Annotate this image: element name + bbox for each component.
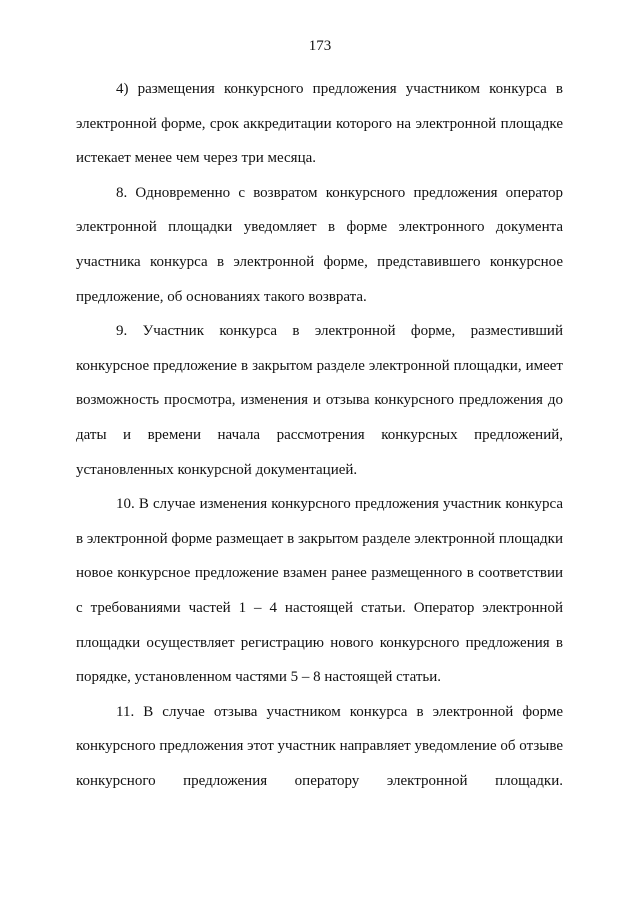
paragraph-clause-10: 10. В случае изменения конкурсного предложения участник конкурса в электронной форме размещает в закрытом разделе электронной площадки новое конкурсное предложение взамен ранее размещенного в соответствии с требованиями частей 1 – 4 настоящей статьи. Оператор электронной площадки осуществляет регистрацию нового конкурсного предложения в порядке, установленном частями 5 – 8 настоящей статьи.	[76, 496, 563, 686]
paragraph-clause-11: 11. В случае отзыва участником конкурса в электронной форме конкурсного предложения этот участник направляет уведомление об отзыве конкурсного предложения оператору электронной площадки.	[76, 703, 563, 789]
page-number: 173	[308, 38, 332, 54]
paragraph-item-4: 4) размещения конкурсного предложения участником конкурса в электронной форме, срок аккредитации которого на электронной площадке истекает менее чем через три месяца.	[76, 81, 563, 167]
paragraph-clause-8: 8. Одновременно с возвратом конкурсного предложения оператор электронной площадки уведомляет в форме электронного документа участника конкурса в электронной форме, представившего конкурсное предложение, об основаниях такого возврата.	[76, 184, 563, 305]
document-body	[76, 72, 563, 798]
paragraph-clause-9: 9. Участник конкурса в электронной форме, разместивший конкурсное предложение в закрытом разделе электронной площадки, имеет возможность просмотра, изменения и отзыва конкурсного предложения до даты и времени начала рассмотрения конкурсных предложений, установленных конкурсной документацией.	[76, 323, 563, 478]
